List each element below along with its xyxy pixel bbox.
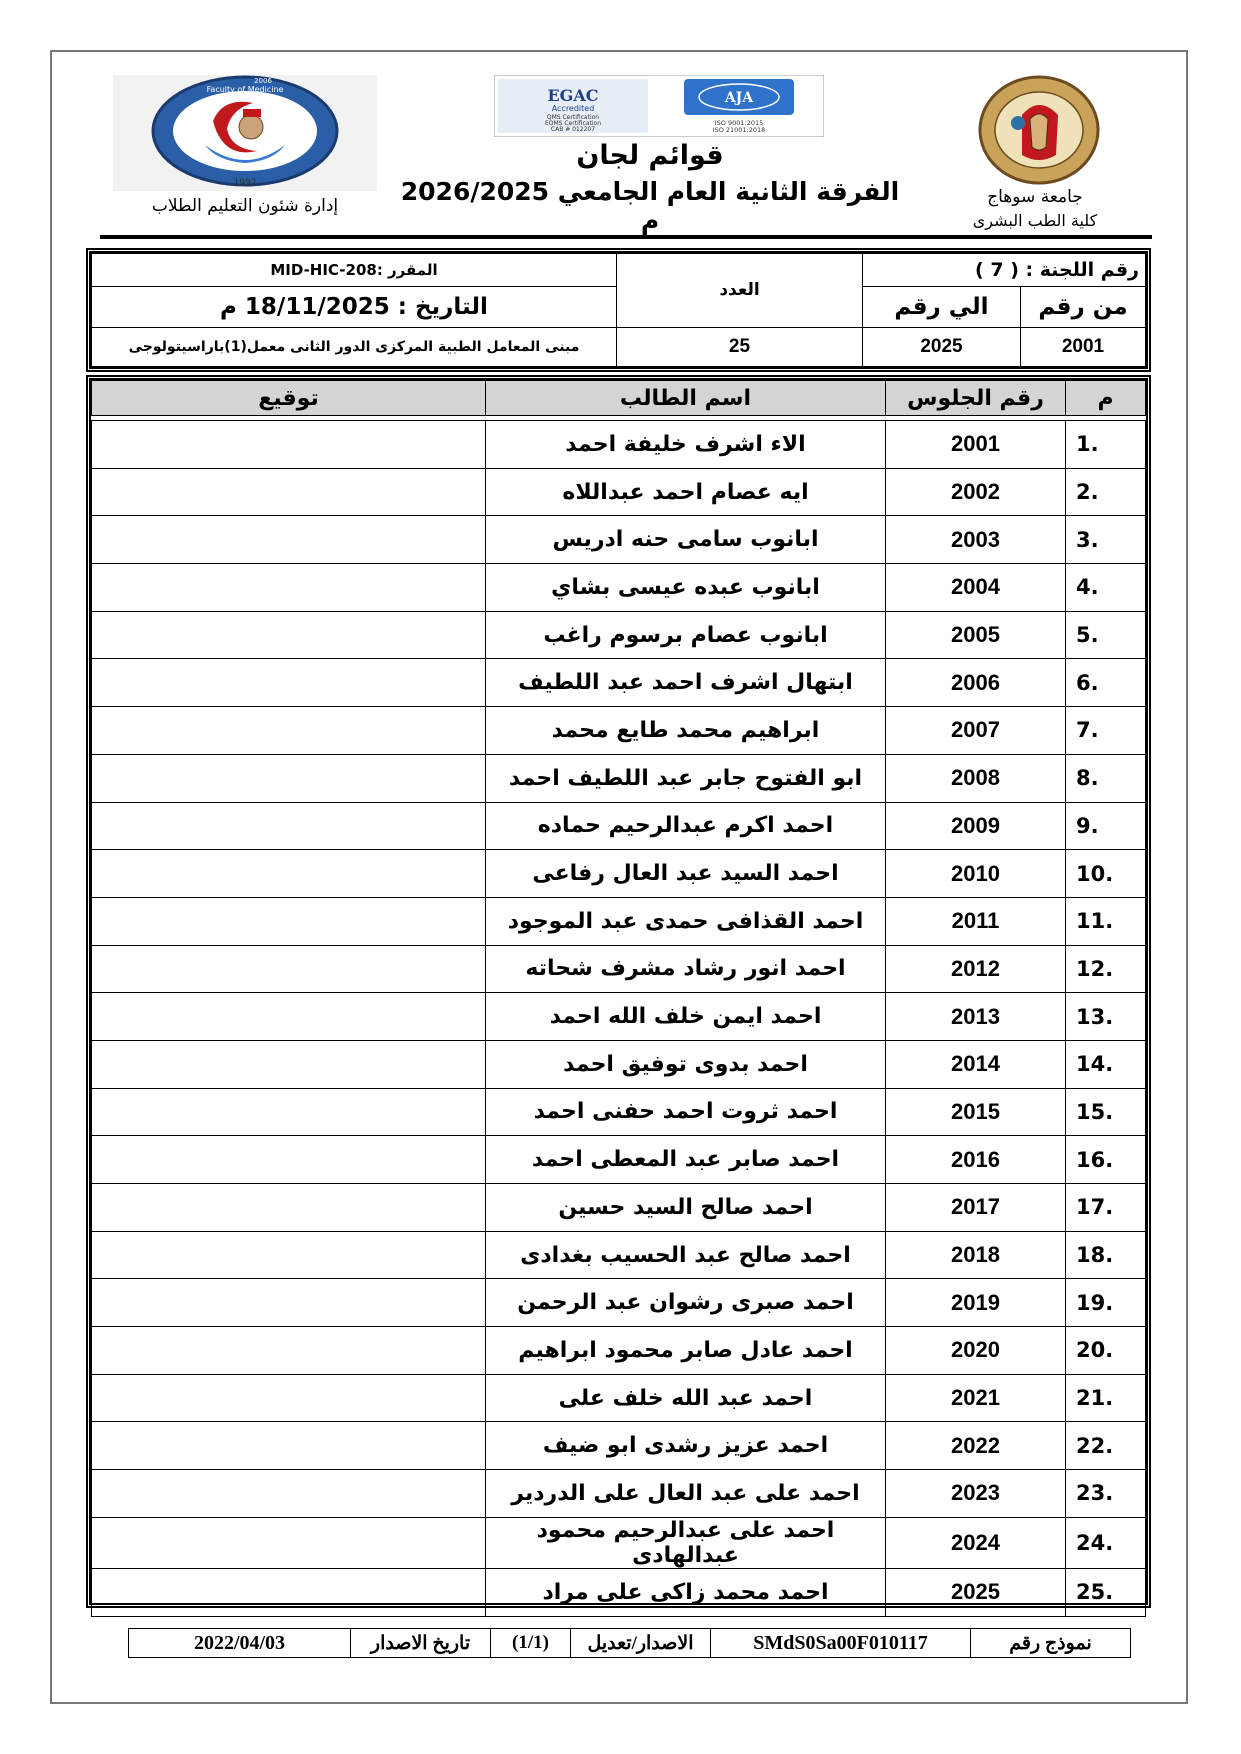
svg-text:QMS Certification: QMS Certification: [546, 114, 600, 121]
row-serial: 18.: [1066, 1231, 1146, 1279]
row-seat-number: 2001: [886, 421, 1066, 469]
svg-text:ISO 21001:2018: ISO 21001:2018: [712, 126, 766, 134]
course-code: المقرر :MID-HIC-208: [92, 254, 617, 287]
row-seat-number: 2007: [886, 707, 1066, 755]
row-signature-cell[interactable]: [92, 421, 486, 469]
table-row: [92, 1470, 1146, 1518]
row-signature-cell[interactable]: [92, 659, 486, 707]
svg-text:Faculty of Medicine: Faculty of Medicine: [206, 85, 284, 94]
table-row: [92, 564, 1146, 612]
form-number-value: SMdS0Sa00F010117: [710, 1629, 970, 1657]
row-signature-cell[interactable]: [92, 945, 486, 993]
row-seat-number: 2003: [886, 516, 1066, 564]
table-header-row: [92, 381, 1146, 416]
row-seat-number: 2015: [886, 1088, 1066, 1136]
row-seat-number: 2004: [886, 564, 1066, 612]
row-student-name: ابتهال اشرف احمد عبد اللطيف: [486, 659, 886, 707]
row-signature-cell[interactable]: [92, 802, 486, 850]
row-serial: 12.: [1066, 945, 1146, 993]
svg-text:1992: 1992: [233, 178, 257, 188]
row-signature-cell[interactable]: [92, 564, 486, 612]
svg-text:ISO 9001:2015: ISO 9001:2015: [714, 119, 764, 127]
count-label: العدد: [617, 254, 863, 328]
table-row: [92, 421, 1146, 469]
header-rule: [100, 235, 1152, 239]
row-seat-number: 2020: [886, 1327, 1066, 1375]
row-seat-number: 2011: [886, 897, 1066, 945]
row-serial: 4.: [1066, 564, 1146, 612]
row-student-name: ابانوب عبده عيسى بشاي: [486, 564, 886, 612]
count-value: 25: [617, 327, 863, 366]
table-row: [92, 1568, 1146, 1616]
row-seat-number: 2017: [886, 1184, 1066, 1232]
row-signature-cell[interactable]: [92, 516, 486, 564]
row-seat-number: 2014: [886, 1040, 1066, 1088]
row-seat-number: 2013: [886, 993, 1066, 1041]
row-serial: 11.: [1066, 897, 1146, 945]
version-value: (1/1): [490, 1629, 570, 1657]
row-student-name: احمد عبد الله خلف على: [486, 1374, 886, 1422]
exam-date: التاريخ : 18/11/2025 م: [92, 286, 617, 327]
committee-number: رقم اللجنة : ( 7 ): [863, 254, 1146, 287]
row-seat-number: 2009: [886, 802, 1066, 850]
row-serial: 14.: [1066, 1040, 1146, 1088]
svg-text:Accredited: Accredited: [551, 104, 595, 113]
row-serial: 8.: [1066, 754, 1146, 802]
row-student-name: احمد على عبد العال على الدردير: [486, 1470, 886, 1518]
row-student-name: احمد صابر عبد المعطى احمد: [486, 1136, 886, 1184]
row-serial: 22.: [1066, 1422, 1146, 1470]
row-signature-cell[interactable]: [92, 1279, 486, 1327]
row-signature-cell[interactable]: [92, 1184, 486, 1232]
row-serial: 19.: [1066, 1279, 1146, 1327]
table-row: [92, 993, 1146, 1041]
row-seat-number: 2021: [886, 1374, 1066, 1422]
row-signature-cell[interactable]: [92, 993, 486, 1041]
row-signature-cell[interactable]: [92, 1040, 486, 1088]
header-student-name: اسم الطالب: [486, 381, 886, 416]
row-serial: 15.: [1066, 1088, 1146, 1136]
row-signature-cell[interactable]: [92, 1568, 486, 1616]
page-title: قوائم لجان: [576, 140, 724, 171]
form-footer: [128, 1628, 1131, 1658]
from-number-label: من رقم: [1021, 286, 1146, 327]
row-seat-number: 2024: [886, 1517, 1066, 1568]
row-student-name: احمد بدوى توفيق احمد: [486, 1040, 886, 1088]
row-serial: 6.: [1066, 659, 1146, 707]
row-seat-number: 2005: [886, 611, 1066, 659]
row-seat-number: 2010: [886, 850, 1066, 898]
table-row: [92, 1231, 1146, 1279]
university-seal: [978, 75, 1100, 185]
row-serial: 7.: [1066, 707, 1146, 755]
svg-text:2006: 2006: [254, 77, 272, 85]
row-serial: 9.: [1066, 802, 1146, 850]
issue-date-value: 2022/04/03: [193, 1631, 286, 1654]
from-number-value: 2001: [1021, 327, 1146, 366]
university-name: جامعة سوهاج: [987, 187, 1083, 207]
table-row: [92, 1422, 1146, 1470]
row-student-name: احمد القذافى حمدى عبد الموجود: [486, 897, 886, 945]
row-signature-cell[interactable]: [92, 1088, 486, 1136]
to-number-label: الي رقم: [863, 286, 1021, 327]
row-serial: 13.: [1066, 993, 1146, 1041]
row-serial: 1.: [1066, 421, 1146, 469]
row-serial: 20.: [1066, 1327, 1146, 1375]
row-student-name: ابراهيم محمد طايع محمد: [486, 707, 886, 755]
issue-date-label: تاريخ الاصدار: [350, 1629, 490, 1657]
row-seat-number: 2019: [886, 1279, 1066, 1327]
page-subtitle: الفرقة الثانية العام الجامعي 2026/2025 م: [400, 177, 900, 235]
faculty-logo: [113, 75, 377, 191]
row-seat-number: 2016: [886, 1136, 1066, 1184]
table-row: [92, 1184, 1146, 1232]
svg-text:EGAC: EGAC: [547, 86, 599, 105]
row-student-name: احمد ثروت احمد حفنى احمد: [486, 1088, 886, 1136]
header-signature: توقيع: [92, 381, 486, 416]
svg-text:AJA: AJA: [724, 90, 754, 106]
svg-text:CAB # 012207: CAB # 012207: [550, 126, 596, 133]
row-serial: 24.: [1066, 1517, 1146, 1568]
row-serial: 16.: [1066, 1136, 1146, 1184]
row-student-name: ابانوب سامى حنه ادريس: [486, 516, 886, 564]
header-serial: م: [1066, 381, 1146, 416]
table-row: [92, 516, 1146, 564]
row-seat-number: 2006: [886, 659, 1066, 707]
table-row: [92, 1327, 1146, 1375]
table-row: [92, 897, 1146, 945]
row-signature-cell[interactable]: [92, 1374, 486, 1422]
version-label: الاصدار/تعديل: [570, 1629, 710, 1657]
table-row: [92, 945, 1146, 993]
row-serial: 10.: [1066, 850, 1146, 898]
row-student-name: ايه عصام احمد عبداللاه: [486, 468, 886, 516]
row-signature-cell[interactable]: [92, 1470, 486, 1518]
certification-logos: [494, 75, 824, 137]
row-student-name: احمد محمد زاكى على مراد: [486, 1568, 886, 1616]
committee-info-table: [86, 248, 1151, 372]
row-signature-cell[interactable]: [92, 754, 486, 802]
row-student-name: احمد اكرم عبدالرحيم حماده: [486, 802, 886, 850]
row-serial: 23.: [1066, 1470, 1146, 1518]
row-serial: 21.: [1066, 1374, 1146, 1422]
row-signature-cell[interactable]: [92, 707, 486, 755]
row-signature-cell[interactable]: [92, 1422, 486, 1470]
row-serial: 2.: [1066, 468, 1146, 516]
row-student-name: احمد السيد عبد العال رفاعى: [486, 850, 886, 898]
row-serial: 3.: [1066, 516, 1146, 564]
row-student-name: احمد ايمن خلف الله احمد: [486, 993, 886, 1041]
row-signature-cell[interactable]: [92, 1517, 486, 1568]
table-row: [92, 659, 1146, 707]
table-row: [92, 1517, 1146, 1568]
row-seat-number: 2008: [886, 754, 1066, 802]
table-row: [92, 1088, 1146, 1136]
row-student-name: احمد صالح عبد الحسيب بغدادى: [486, 1231, 886, 1279]
students-table: [86, 375, 1151, 1608]
row-serial: 5.: [1066, 611, 1146, 659]
row-signature-cell[interactable]: [92, 1136, 486, 1184]
row-signature-cell[interactable]: [92, 897, 486, 945]
table-row: [92, 1279, 1146, 1327]
table-row: [92, 1040, 1146, 1088]
table-row: [92, 1374, 1146, 1422]
table-row: [92, 707, 1146, 755]
row-student-name: ابانوب عصام برسوم راغب: [486, 611, 886, 659]
table-row: [92, 1136, 1146, 1184]
row-student-name: ابو الفتوح جابر عبد اللطيف احمد: [486, 754, 886, 802]
exam-location: مبنى المعامل الطبية المركزى الدور الثانى معمل(1)باراسيتولوجى: [92, 327, 617, 366]
row-seat-number: 2018: [886, 1231, 1066, 1279]
table-row: [92, 802, 1146, 850]
title-block: [400, 140, 900, 235]
to-number-value: 2025: [863, 327, 1021, 366]
faculty-name: كلية الطب البشرى: [972, 211, 1098, 230]
row-signature-cell[interactable]: [92, 611, 486, 659]
row-seat-number: 2022: [886, 1422, 1066, 1470]
row-seat-number: 2025: [886, 1568, 1066, 1616]
header-seat-number: رقم الجلوس: [886, 381, 1066, 416]
table-row: [92, 611, 1146, 659]
row-student-name: الاء اشرف خليفة احمد: [486, 421, 886, 469]
row-serial: 25.: [1066, 1568, 1146, 1616]
row-student-name: احمد صالح السيد حسين: [486, 1184, 886, 1232]
table-row: [92, 754, 1146, 802]
row-serial: 17.: [1066, 1184, 1146, 1232]
row-student-name: احمد عزيز رشدى ابو ضيف: [486, 1422, 886, 1470]
row-student-name: احمد انور رشاد مشرف شحاته: [486, 945, 886, 993]
row-signature-cell[interactable]: [92, 468, 486, 516]
table-row: [92, 850, 1146, 898]
row-seat-number: 2002: [886, 468, 1066, 516]
row-signature-cell[interactable]: [92, 850, 486, 898]
row-seat-number: 2023: [886, 1470, 1066, 1518]
row-signature-cell[interactable]: [92, 1327, 486, 1375]
row-student-name: احمد على عبدالرحيم محمود عبدالهادى: [486, 1517, 886, 1568]
form-number-label: نموذج رقم: [970, 1629, 1130, 1657]
row-signature-cell[interactable]: [92, 1231, 486, 1279]
row-student-name: احمد صبرى رشوان عبد الرحمن: [486, 1279, 886, 1327]
row-student-name: احمد عادل صابر محمود ابراهيم: [486, 1327, 886, 1375]
table-row: [92, 468, 1146, 516]
svg-text:EOMS Certification: EOMS Certification: [544, 120, 602, 127]
department-label: إدارة شئون التعليم الطلاب: [151, 196, 339, 216]
row-seat-number: 2012: [886, 945, 1066, 993]
